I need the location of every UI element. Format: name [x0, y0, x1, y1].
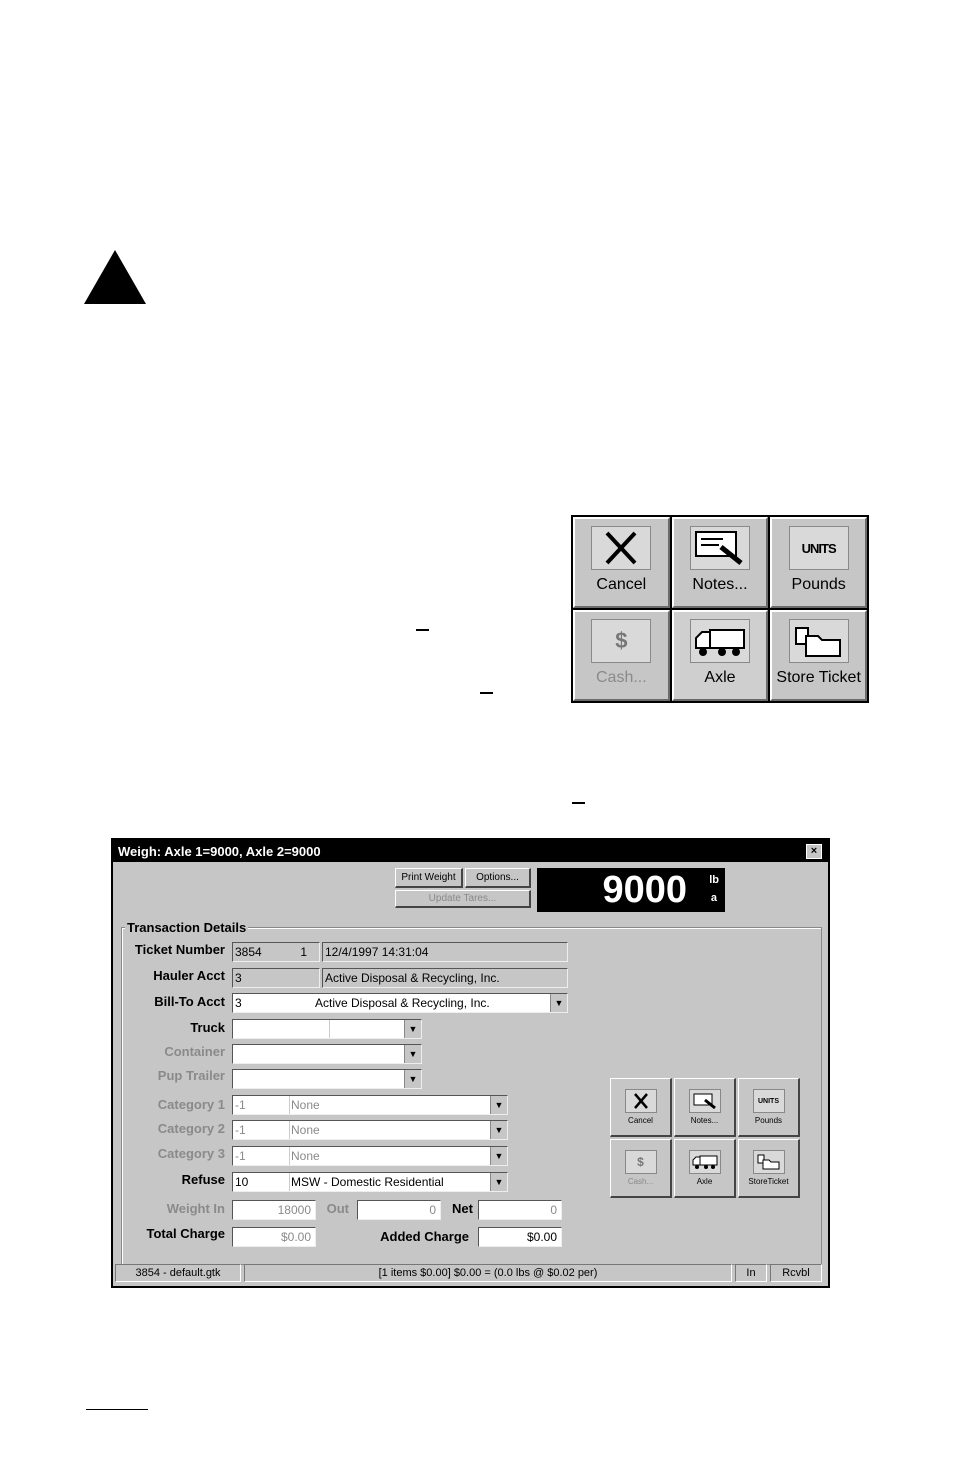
- transaction-details-title: Transaction Details: [127, 920, 247, 935]
- hauler-acct-id-field: 3: [232, 968, 320, 988]
- ticket-date-field: 12/4/1997 14:31:04: [322, 942, 568, 962]
- dollar-icon: $: [591, 619, 651, 663]
- mini-toolbar: [610, 1078, 800, 1198]
- category1-label: Category 1: [157, 1097, 225, 1112]
- window-titlebar: [113, 840, 828, 862]
- chevron-down-icon[interactable]: ▼: [490, 1121, 507, 1139]
- truck-icon: [689, 1150, 721, 1174]
- chevron-down-icon[interactable]: ▼: [490, 1096, 507, 1114]
- added-charge-label: Added Charge: [380, 1229, 469, 1244]
- mini-store-ticket-button[interactable]: StoreTicket: [738, 1139, 800, 1198]
- pup-trailer-select[interactable]: [232, 1069, 422, 1089]
- cancel-label: Cancel: [596, 576, 647, 593]
- chevron-down-icon[interactable]: ▼: [404, 1070, 421, 1088]
- weight-value: 9000: [602, 869, 687, 911]
- refuse-select[interactable]: 10 MSW - Domestic Residential ▼: [232, 1172, 508, 1192]
- units-icon: UNITS: [753, 1089, 785, 1113]
- total-charge-label: Total Charge: [146, 1226, 225, 1241]
- hauler-name-field: Active Disposal & Recycling, Inc.: [322, 968, 568, 988]
- weight-in-field[interactable]: 18000: [232, 1200, 316, 1220]
- hauler-acct-label: Hauler Acct: [153, 968, 225, 983]
- underline-mark: [416, 629, 429, 631]
- category2-label: Category 2: [157, 1121, 225, 1136]
- notes-label: Notes...: [692, 576, 748, 593]
- chevron-down-icon[interactable]: ▼: [550, 994, 567, 1012]
- container-label: Container: [164, 1044, 225, 1059]
- truck-select[interactable]: [232, 1019, 422, 1039]
- store-ticket-label: Store Ticket: [776, 669, 861, 686]
- status-summary: [1 items $0.00] $0.00 = (0.0 lbs @ $0.02 per): [244, 1264, 732, 1282]
- underline-mark: [572, 802, 585, 804]
- ticket-number-label: Ticket Number: [134, 942, 225, 957]
- folder-icon: [789, 619, 849, 663]
- status-direction: In: [735, 1264, 767, 1282]
- axle-button[interactable]: [672, 610, 769, 701]
- status-bar: [115, 1264, 826, 1284]
- cancel-button[interactable]: [573, 517, 670, 608]
- toolbar-panel: [571, 515, 869, 703]
- x-icon: [591, 526, 651, 570]
- notes-button[interactable]: [672, 517, 769, 608]
- print-weight-button[interactable]: Print Weight: [395, 868, 463, 888]
- mini-cash-button[interactable]: $ Cash...: [610, 1139, 672, 1198]
- bill-to-acct-select[interactable]: 3 Active Disposal & Recycling, Inc. ▼: [232, 993, 568, 1013]
- chevron-down-icon[interactable]: ▼: [490, 1173, 507, 1191]
- ticket-number-field: 3854 1: [232, 942, 320, 962]
- net-label: Net: [452, 1201, 473, 1216]
- notepad-icon: [689, 1089, 721, 1113]
- category1-select[interactable]: -1 None ▼: [232, 1095, 508, 1115]
- axle-label: Axle: [704, 669, 736, 686]
- mini-notes-button[interactable]: Notes...: [674, 1078, 736, 1137]
- chevron-down-icon[interactable]: ▼: [404, 1045, 421, 1063]
- status-mode: Rcvbl: [770, 1264, 822, 1282]
- options-button[interactable]: Options...: [465, 868, 531, 888]
- notepad-icon: [690, 526, 750, 570]
- chevron-down-icon[interactable]: ▼: [490, 1147, 507, 1165]
- mini-axle-button[interactable]: Axle: [674, 1139, 736, 1198]
- weight-display: [537, 868, 725, 912]
- weight-unit: lb: [709, 874, 719, 886]
- bill-to-acct-label: Bill-To Acct: [154, 994, 225, 1009]
- status-file: 3854 - default.gtk: [115, 1264, 241, 1282]
- underline-mark: [480, 692, 493, 694]
- pounds-label: Pounds: [791, 576, 846, 593]
- close-icon[interactable]: ×: [806, 844, 822, 859]
- mini-pounds-button[interactable]: UNITS Pounds: [738, 1078, 800, 1137]
- update-tares-button[interactable]: Update Tares...: [395, 890, 531, 908]
- truck-icon: [690, 619, 750, 663]
- category2-select[interactable]: -1 None ▼: [232, 1120, 508, 1140]
- chevron-down-icon[interactable]: ▼: [404, 1020, 421, 1038]
- units-icon: UNITS: [789, 526, 849, 570]
- x-icon: [625, 1089, 657, 1113]
- truck-label: Truck: [190, 1020, 225, 1035]
- folder-icon: [753, 1150, 785, 1174]
- weight-mode: a: [710, 892, 717, 904]
- container-select[interactable]: [232, 1044, 422, 1064]
- weigh-window: [111, 838, 830, 1288]
- category3-label: Category 3: [157, 1146, 225, 1161]
- warning-icon: [84, 250, 146, 304]
- weight-in-label: Weight In: [166, 1201, 225, 1216]
- refuse-label: Refuse: [181, 1172, 225, 1187]
- added-charge-field[interactable]: $0.00: [478, 1227, 562, 1247]
- window-title: Weigh: Axle 1=9000, Axle 2=9000: [118, 843, 321, 859]
- cash-label: Cash...: [595, 669, 647, 686]
- dollar-icon: $: [625, 1150, 657, 1174]
- pup-trailer-label: Pup Trailer: [157, 1068, 225, 1083]
- mini-cancel-button[interactable]: Cancel: [610, 1078, 672, 1137]
- total-charge-field[interactable]: $0.00: [232, 1227, 316, 1247]
- category3-select[interactable]: -1 None ▼: [232, 1146, 508, 1166]
- weight-out-field[interactable]: 0: [357, 1200, 441, 1220]
- store-ticket-button[interactable]: [770, 610, 867, 701]
- cash-button[interactable]: [573, 610, 670, 701]
- footer-rule: [86, 1409, 148, 1410]
- out-label: Out: [326, 1201, 349, 1216]
- net-weight-field[interactable]: 0: [478, 1200, 562, 1220]
- pounds-button[interactable]: [770, 517, 867, 608]
